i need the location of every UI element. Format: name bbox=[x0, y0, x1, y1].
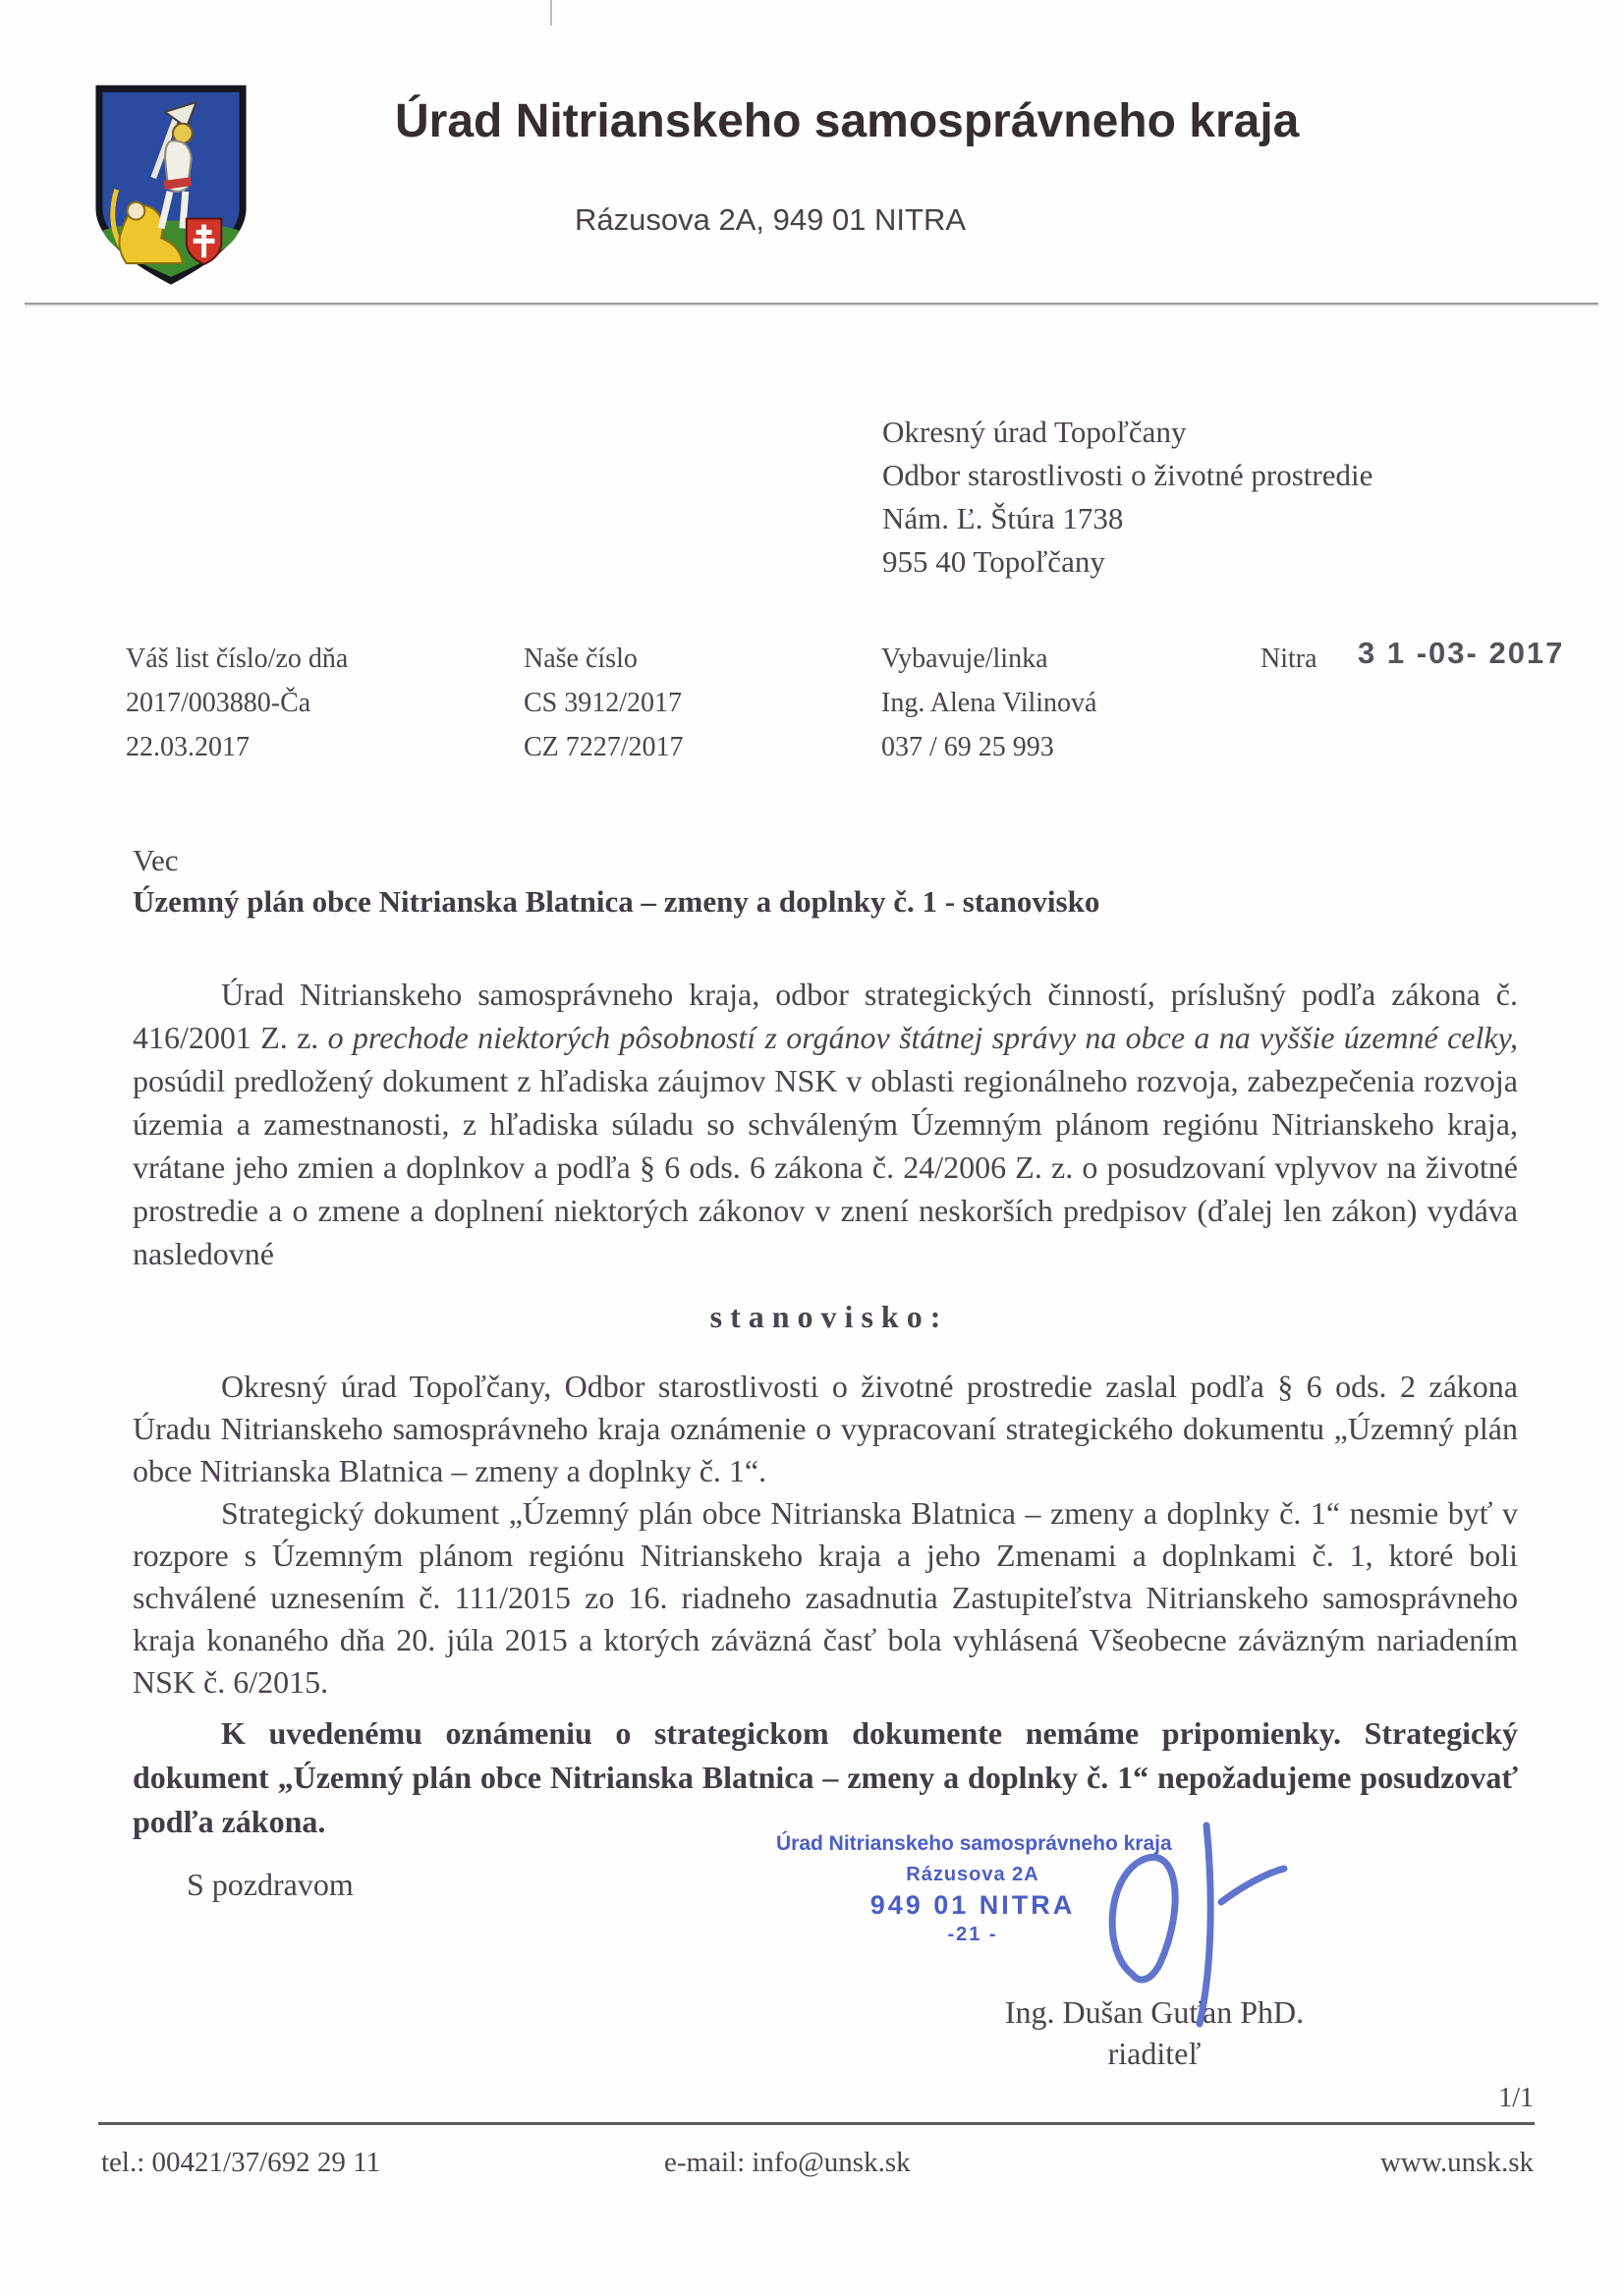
recipient-line: 955 40 Topoľčany bbox=[882, 544, 1105, 579]
our-ref-label: Naše číslo bbox=[524, 644, 638, 674]
header-divider bbox=[25, 303, 1598, 305]
stamp-line: Rázusova 2A bbox=[906, 1864, 1039, 1885]
subject-title: Územný plán obce Nitrianska Blatnica – zmeny a doplnky č. 1 - stanovisko bbox=[133, 884, 1100, 919]
paragraph-1-text: posúdil predložený dokument z hľadiska záujmov NSK v oblasti regionálneho rozvoja, zabezpečenia rozvoja územia a zamestnanosti, z hľadiska súladu so schváleným Územným plánom regiónu Nitrianskeho kraja, vrátane jeho zmien a doplnkov a podľa § 6 ods. 6 zákona č. 24/2006 Z. z. o posudzovaní vplyvov na životné prostredie a o zmene a doplnení niektorých zákonov v znení neskorších predpisov (ďalej len zákon) vydáva nasledovné bbox=[133, 1063, 1518, 1271]
paragraph-4-text: K uvedenému oznámeniu o strategickom dokumente nemáme pripomienky. Strategický dokument „Územný plán obce Nitrianska Blatnica – zmeny a doplnky č. 1“ nepožadujeme posudzovať podľa zákona. bbox=[133, 1715, 1518, 1839]
scan-artifact bbox=[550, 0, 552, 26]
footer-website: www.unsk.sk bbox=[1379, 2147, 1534, 2178]
org-name: Úrad Nitrianskeho samosprávneho kraja bbox=[395, 95, 1300, 147]
signatory-role: riaditeľ bbox=[1107, 2036, 1202, 2071]
paragraph-1-text: Úrad Nitrianskeho samosprávneho kraja, odbor strategických činností, príslušný podľa zákona č. 416/2001 Z. z. bbox=[133, 977, 1518, 1055]
stamp-line: -21 - bbox=[947, 1924, 998, 1945]
handler-label: Vybavuje/linka bbox=[881, 644, 1048, 674]
footer-divider bbox=[98, 2122, 1535, 2125]
paragraphs-2-3 bbox=[133, 1366, 1518, 1704]
signatory-name: Ing. Dušan Guťan PhD. bbox=[1004, 1994, 1305, 2030]
stanovisko-heading: s t a n o v i s k o : bbox=[709, 1299, 941, 1334]
our-ref-column bbox=[524, 637, 684, 769]
recipient-line: Nám. Ľ. Štúra 1738 bbox=[882, 501, 1124, 535]
coat-of-arms-icon bbox=[93, 83, 249, 287]
footer-phone: tel.: 00421/37/692 29 11 bbox=[101, 2147, 381, 2178]
your-ref-date: 22.03.2017 bbox=[126, 732, 250, 762]
paragraph-4-bold bbox=[133, 1711, 1518, 1844]
paragraph-1-italic-citation: o prechode niektorých pôsobností z orgánov štátnej správy na obce a na vyššie územné celky, bbox=[327, 1020, 1519, 1055]
stamp-line: 949 01 NITRA bbox=[869, 1890, 1076, 1920]
your-ref-label: Váš list číslo/zo dňa bbox=[126, 644, 349, 674]
subject-label: Vec bbox=[133, 843, 179, 877]
handler-phone: 037 / 69 25 993 bbox=[881, 732, 1054, 762]
date-stamp: 3 1 -03- 2017 bbox=[1358, 636, 1565, 670]
our-ref-cz: CZ 7227/2017 bbox=[524, 732, 684, 762]
office-stamp bbox=[776, 1832, 1172, 1945]
stamp-line: Úrad Nitrianskeho samosprávneho kraja bbox=[776, 1832, 1172, 1855]
paragraph-2: Okresný úrad Topoľčany, Odbor starostlivosti o životné prostredie zaslal podľa § 6 ods. 2 zákona Úradu Nitrianskeho samosprávneho kraja oznámenie o vypracovaní strategického dokumentu „Územný plán obce Nitrianska Blatnica – zmeny a doplnky č. 1“. bbox=[133, 1369, 1518, 1488]
paragraph-1 bbox=[133, 973, 1518, 1275]
place-label: Nitra bbox=[1260, 644, 1317, 674]
org-address: Rázusova 2A, 949 01 NITRA bbox=[575, 202, 967, 237]
closing-salutation: S pozdravom bbox=[187, 1867, 354, 1902]
page-number: 1/1 bbox=[1498, 2083, 1534, 2113]
recipient-line: Okresný úrad Topoľčany bbox=[882, 415, 1187, 449]
recipient-line: Odbor starostlivosti o životné prostredie bbox=[882, 458, 1373, 492]
our-ref-cs: CS 3912/2017 bbox=[524, 688, 683, 718]
your-ref-column bbox=[126, 637, 348, 769]
paragraph-3: Strategický dokument „Územný plán obce Nitrianska Blatnica – zmeny a doplnky č. 1“ nesmie byť v rozpore s Územným plánom regiónu Nitrianskeho kraja a jeho Zmenami a doplnkami č. 1, ktoré boli schválené uznesením č. 111/2015 zo 16. riadneho zasadnutia Zastupiteľstva Nitrianskeho samosprávneho kraja konaného dňa 20. júla 2015 a ktorých záväzná časť bola vyhlásená Všeobecne záväzným nariadením NSK č. 6/2015. bbox=[133, 1495, 1518, 1700]
footer-email: e-mail: info@unsk.sk bbox=[664, 2147, 911, 2178]
recipient-block bbox=[882, 411, 1372, 584]
your-ref-number: 2017/003880-Ča bbox=[126, 688, 311, 718]
handler-column bbox=[881, 637, 1096, 769]
handler-name: Ing. Alena Vilinová bbox=[881, 688, 1097, 718]
